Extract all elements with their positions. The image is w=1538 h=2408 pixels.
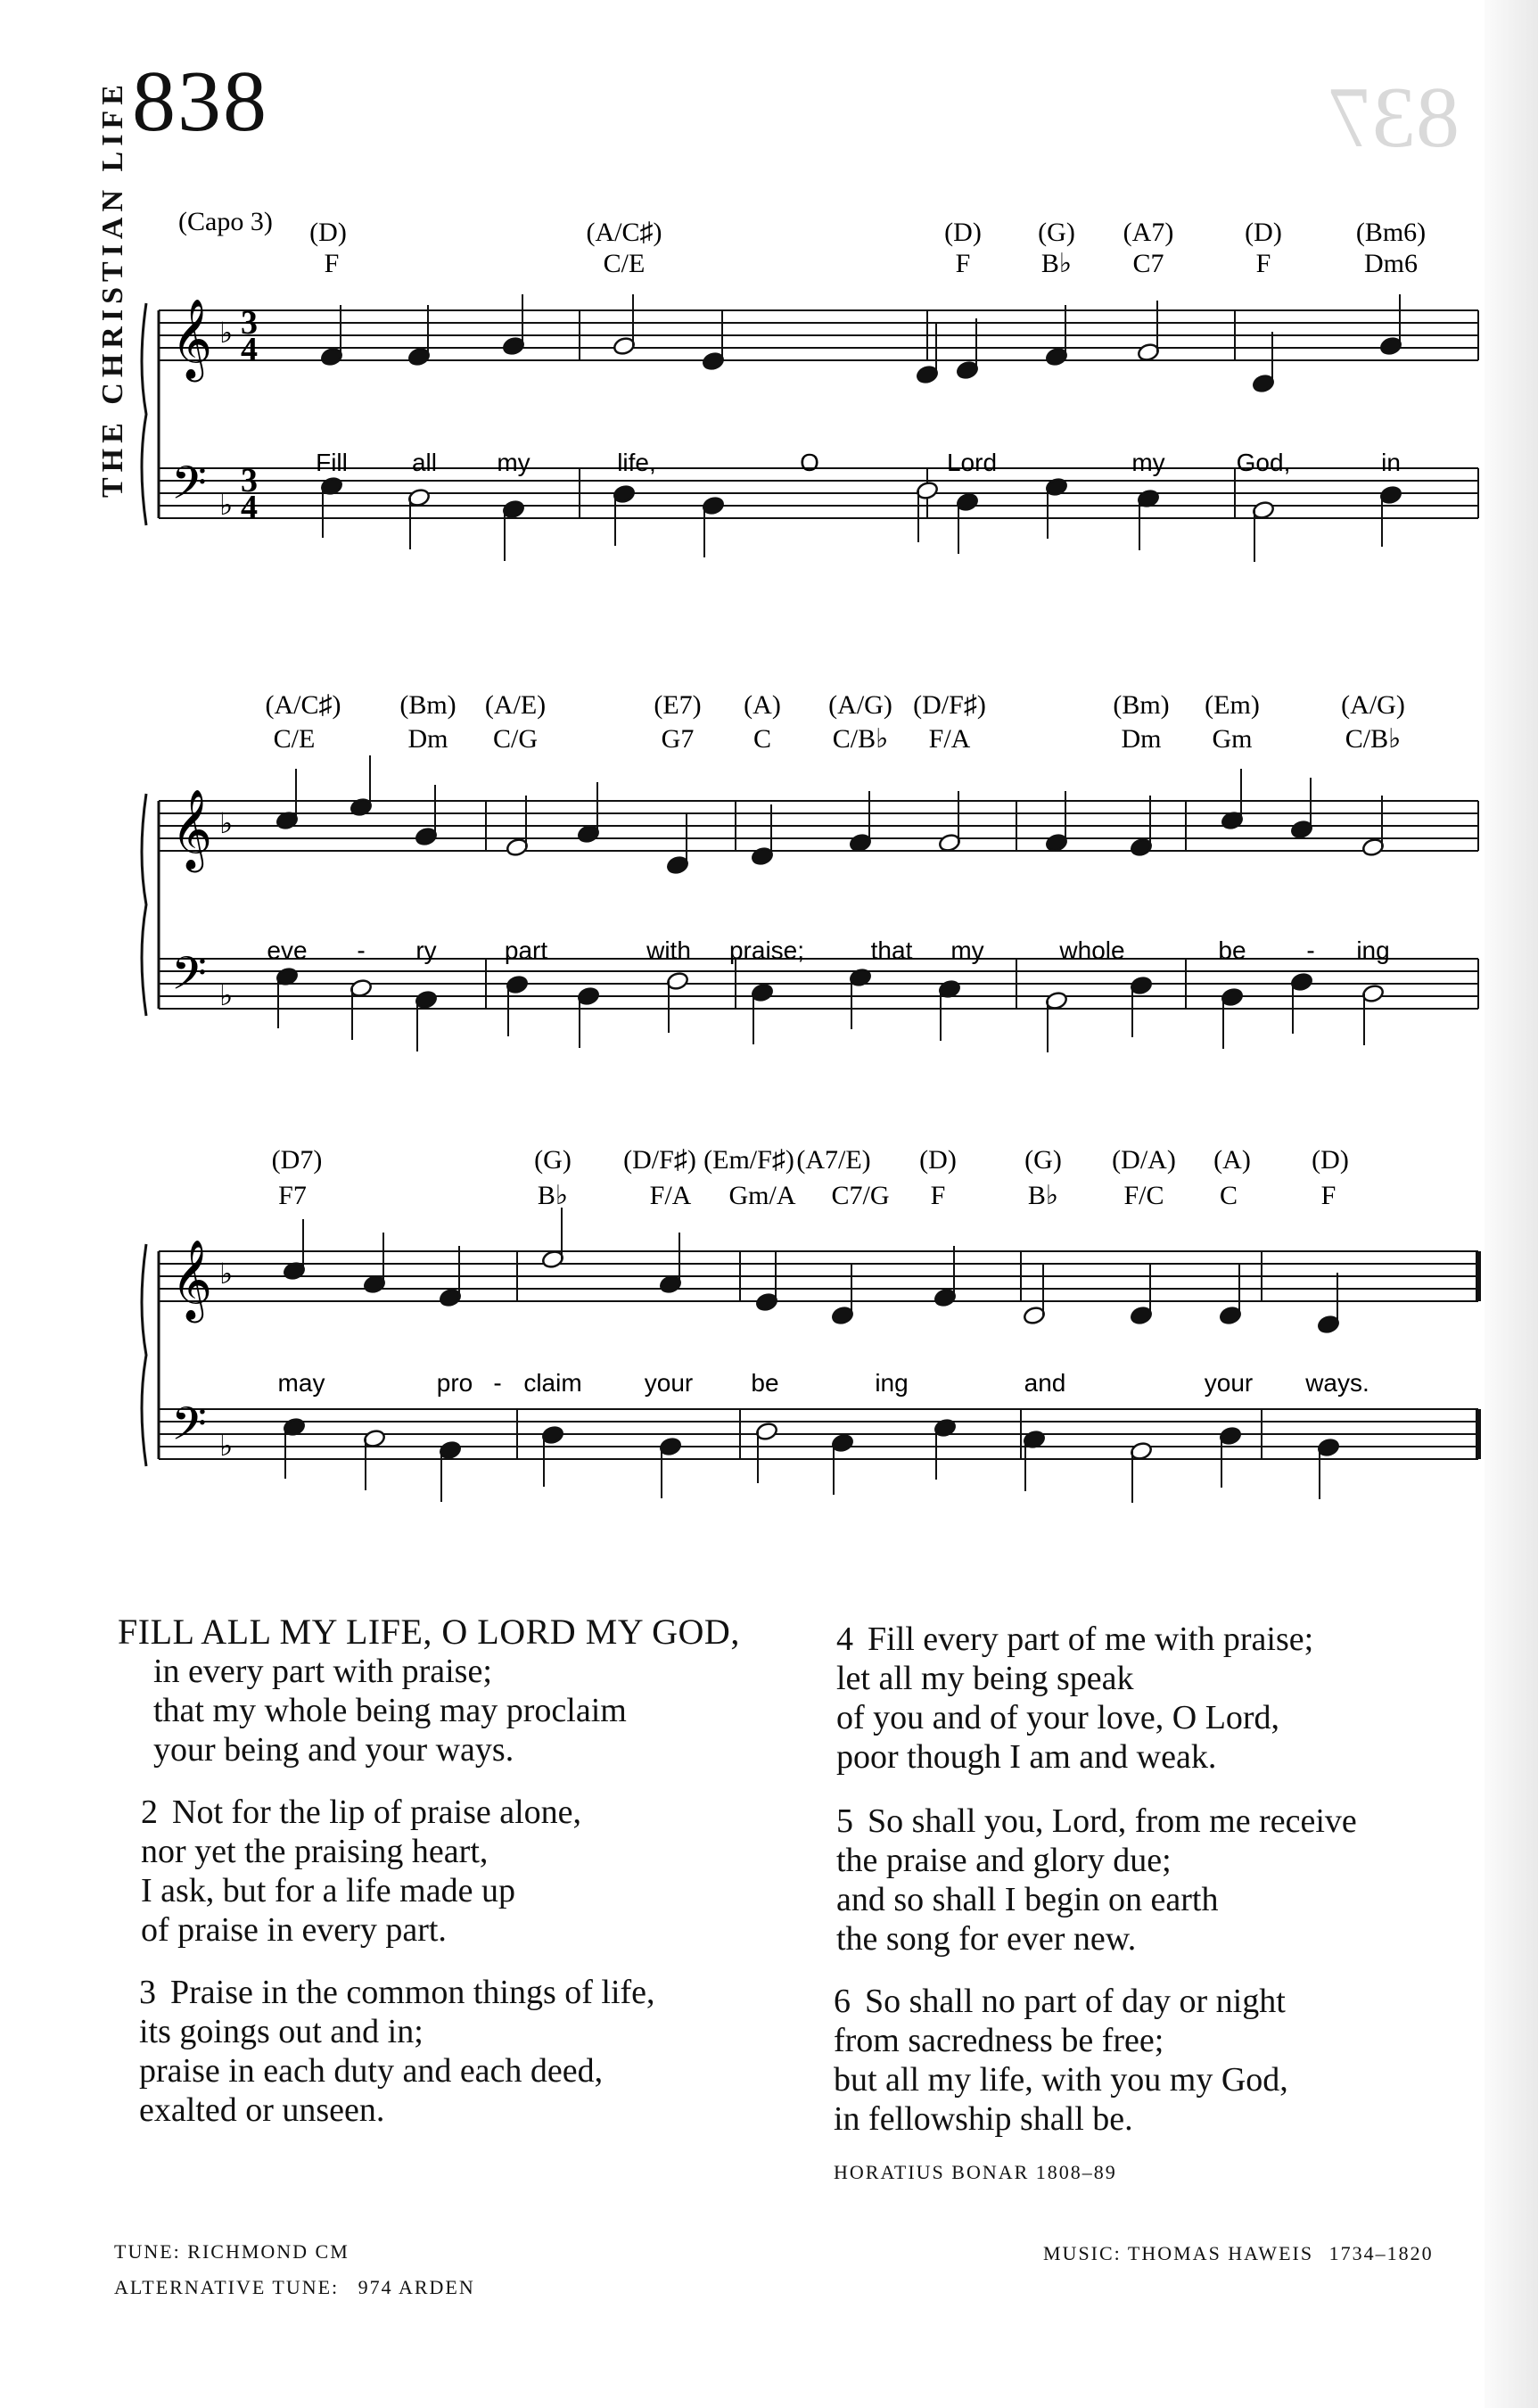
lyric-syllable: all [411, 449, 438, 476]
verse-3-line-3: praise in each duty and each deed, [139, 2052, 604, 2090]
verse-4-line-2: let all my being speak [836, 1660, 1134, 1697]
capo-chord: (A/G) [828, 690, 892, 720]
section-title-text: THE CHRISTIAN LIFE [96, 79, 129, 498]
lyric-syllable: life, [617, 449, 656, 476]
music-dates: 1734–1820 [1328, 2242, 1434, 2264]
capo-chord: (E7) [654, 690, 702, 720]
lyric-syllable: with [646, 936, 691, 964]
verse-6-line-4: in fellowship shall be. [834, 2100, 1133, 2138]
treble-clef-icon: 𝄞 [171, 1240, 213, 1320]
lyric-syllable: claim [523, 1369, 582, 1397]
system-2 [142, 690, 1478, 1052]
verse-4-line-3: of you and of your love, O Lord, [836, 1699, 1280, 1736]
capo-chord: (A7/E) [796, 1145, 871, 1175]
verse-2 [141, 1793, 581, 1950]
lyric-syllable: praise; [728, 936, 805, 964]
chord-symbol: Gm/A [728, 1181, 796, 1210]
verse-6-line-2: from sacredness be free; [834, 2022, 1164, 2059]
chord-symbol: F/A [928, 724, 971, 754]
verse-5-line-1: So shall you, Lord, from me receive [868, 1802, 1357, 1840]
time-signature: 4 [241, 331, 258, 368]
capo-chord: (D7) [271, 1145, 323, 1175]
capo-chord: (Em) [1205, 690, 1260, 720]
chord-symbol: C/G [492, 724, 539, 754]
chord-symbol: C/B♭ [1345, 724, 1402, 754]
capo-chord: (A7) [1123, 218, 1174, 247]
chord-symbol: B♭ [1027, 1181, 1059, 1210]
lyric-syllable: ing [875, 1369, 909, 1397]
capo-chord: (D) [919, 1145, 957, 1175]
verse-3 [139, 1973, 655, 2130]
lyric-syllable: God, [1236, 449, 1291, 476]
chord-symbol: G7 [661, 724, 695, 754]
capo-chord: (A/G) [1341, 690, 1405, 720]
lyric-syllable: part [504, 936, 548, 964]
chord-symbol: C [753, 724, 772, 754]
capo-chord: (Bm6) [1355, 218, 1427, 247]
capo-chord: (D) [309, 218, 347, 247]
verse-2-line-2: nor yet the praising heart, [141, 1833, 489, 1870]
lyric-syllable: - [1306, 936, 1315, 964]
capo-chord: (D) [944, 218, 982, 247]
treble-clef-icon: 𝄞 [171, 299, 213, 379]
capo-label: (Capo 3) [178, 207, 273, 236]
flat-icon: ♭ [219, 1429, 234, 1463]
capo-chord: (Em/F♯) [703, 1145, 794, 1175]
chord-symbol: F/A [649, 1181, 692, 1210]
chord-symbol: Dm [407, 724, 448, 754]
capo-chord: (D/F♯) [913, 690, 986, 720]
verse-6 [834, 1982, 1288, 2139]
flat-icon: ♭ [219, 978, 234, 1012]
system-bracket [142, 794, 146, 1016]
lyric-syllable: your [644, 1369, 694, 1397]
show-through-number: 837 [1328, 70, 1460, 166]
chord-symbol: F [1320, 1181, 1336, 1210]
music-label: MUSIC: THOMAS HAWEIS [1043, 2242, 1314, 2264]
verse-2-line-3: I ask, but for a life made up [141, 1872, 515, 1909]
chord-symbol: F/C [1123, 1181, 1164, 1210]
verse-number: 5 [836, 1802, 853, 1840]
verse-number: 3 [139, 1974, 156, 2011]
author-dates: 1808–89 [1035, 2161, 1117, 2183]
alt-tune-label: ALTERNATIVE TUNE: [114, 2276, 340, 2298]
chord-symbol: F7 [278, 1181, 307, 1210]
chord-symbol: F [930, 1181, 946, 1210]
lyric-syllable: be [1218, 936, 1246, 964]
capo-chord: (A/E) [484, 690, 547, 720]
verse-5 [836, 1802, 1357, 1959]
lyric-syllable: may [277, 1369, 325, 1397]
time-signature: 3 [241, 304, 258, 342]
hymn-number: 838 [132, 54, 268, 150]
treble-clef-icon: 𝄞 [171, 789, 213, 870]
lyric-syllable: - [493, 1369, 502, 1397]
chord-symbol: B♭ [1040, 249, 1073, 278]
chord-symbol: F [324, 249, 340, 278]
system-bracket [142, 303, 146, 525]
verse-number: 2 [141, 1794, 158, 1831]
lyric-syllable: and [1024, 1369, 1066, 1397]
lyric-syllable: your [1204, 1369, 1254, 1397]
lyric-syllable: O [800, 449, 819, 476]
verse-number: 6 [834, 1983, 851, 2020]
lyric-syllable: ing [1356, 936, 1390, 964]
verse-3-line-2: its goings out and in; [139, 2013, 424, 2050]
capo-chord: (G) [1024, 1145, 1062, 1175]
author-credit [834, 2161, 1117, 2184]
verse-2-line-4: of praise in every part. [141, 1911, 447, 1949]
flat-icon: ♭ [219, 1257, 234, 1291]
verse-1-line-4: your being and your ways. [153, 1731, 514, 1769]
chord-symbol: B♭ [537, 1181, 569, 1210]
lyric-syllable: in [1381, 449, 1401, 476]
lyric-syllable: my [950, 936, 984, 964]
verse-1 [118, 1612, 740, 1769]
verse-5-line-2: the praise and glory due; [836, 1842, 1172, 1879]
verse-3-line-4: exalted or unseen. [139, 2091, 385, 2129]
verse-5-line-4: the song for ever new. [836, 1920, 1137, 1958]
author-name: HORATIUS BONAR [834, 2161, 1030, 2183]
chord-symbol: C/E [603, 249, 646, 278]
system-bracket [142, 1244, 146, 1466]
capo-chord: (A) [744, 690, 781, 720]
capo-chord: (Bm) [1113, 690, 1170, 720]
verse-2-line-1: Not for the lip of praise alone, [172, 1794, 582, 1831]
tune-credit: TUNE: RICHMOND CM [114, 2240, 350, 2263]
bass-clef-icon: 𝄢 [171, 1397, 207, 1462]
capo-chord: (G) [1038, 218, 1075, 247]
bass-clef-icon: 𝄢 [171, 456, 207, 521]
time-signature: 3 [241, 462, 258, 499]
time-signature: 4 [241, 489, 258, 526]
lyric-syllable: ry [415, 936, 437, 964]
verse-4 [836, 1620, 1313, 1777]
lyric-syllable: - [357, 936, 366, 964]
lyric-syllable: Fill [316, 449, 348, 476]
alternative-tune-credit [114, 2276, 475, 2299]
lyric-syllable: my [497, 449, 530, 476]
chord-symbol: Dm [1121, 724, 1162, 754]
verse-4-line-1: Fill every part of me with praise; [868, 1620, 1314, 1658]
flat-icon: ♭ [219, 488, 234, 522]
capo-chord: (G) [534, 1145, 572, 1175]
verse-6-line-1: So shall no part of day or night [865, 1983, 1286, 2020]
verse-number: 4 [836, 1620, 853, 1658]
bass-clef-icon: 𝄢 [171, 946, 207, 1011]
chord-symbol: C7/G [831, 1181, 890, 1210]
lyric-syllable: that [870, 936, 913, 964]
chord-symbol: F [955, 249, 971, 278]
verse-1-line-3: that my whole being may proclaim [153, 1692, 627, 1729]
verse-1-line-1: FILL ALL MY LIFE, O LORD MY GOD, [118, 1612, 740, 1652]
lyric-syllable: be [751, 1369, 779, 1397]
verse-3-line-1: Praise in the common things of life, [170, 1974, 655, 2011]
lyric-syllable: Lord [946, 449, 998, 476]
lyric-syllable: eve [267, 936, 308, 964]
chord-symbol: Dm6 [1364, 249, 1418, 278]
chord-symbol: C/B♭ [832, 724, 889, 754]
verse-6-line-3: but all my life, with you my God, [834, 2061, 1288, 2099]
flat-icon: ♭ [219, 806, 234, 840]
chord-symbol: C/E [273, 724, 316, 754]
verse-5-line-3: and so shall I begin on earth [836, 1881, 1219, 1918]
chord-symbol: C [1219, 1181, 1238, 1210]
verse-1-line-2: in every part with praise; [153, 1653, 492, 1690]
capo-chord: (A) [1213, 1145, 1251, 1175]
chord-symbol: F [1255, 249, 1271, 278]
verse-4-line-4: poor though I am and weak. [836, 1738, 1217, 1776]
chord-symbol: Gm [1212, 724, 1253, 754]
lyric-syllable: whole [1059, 936, 1125, 964]
capo-chord: (A/C♯) [586, 218, 662, 247]
system-1 [142, 218, 1478, 562]
flat-icon: ♭ [219, 316, 234, 350]
capo-chord: (D/F♯) [623, 1145, 696, 1175]
music-credit [1043, 2242, 1434, 2265]
chord-symbol: C7 [1132, 249, 1164, 278]
capo-chord: (D/A) [1112, 1145, 1176, 1175]
lyric-syllable: ways. [1305, 1369, 1369, 1397]
lyric-syllable: pro [436, 1369, 473, 1397]
capo-chord: (A/C♯) [265, 690, 341, 720]
capo-chord: (Bm) [399, 690, 456, 720]
capo-chord: (D) [1312, 1145, 1349, 1175]
lyric-syllable: my [1131, 449, 1165, 476]
system-3 [142, 1145, 1478, 1503]
alt-tune-name: 974 ARDEN [358, 2276, 475, 2298]
capo-chord: (D) [1245, 218, 1282, 247]
